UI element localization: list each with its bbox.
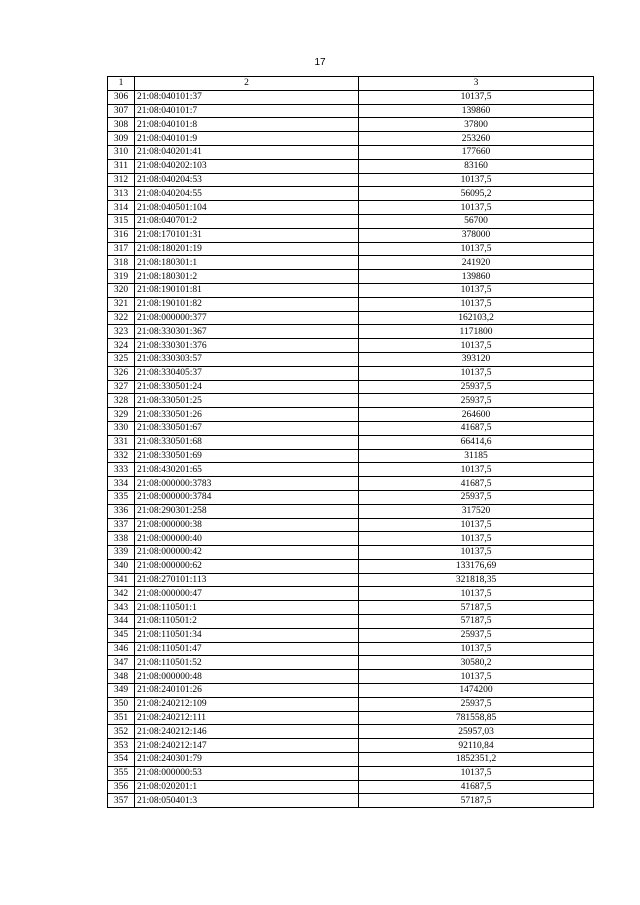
value-cell: 10137,5 <box>359 297 594 311</box>
cadastral-number-cell: 21:08:000000:53 <box>135 766 359 780</box>
value-cell: 10137,5 <box>359 766 594 780</box>
cadastral-number-cell: 21:08:330501:24 <box>135 380 359 394</box>
row-number-cell: 351 <box>108 711 135 725</box>
row-number-cell: 338 <box>108 532 135 546</box>
cadastral-number-cell: 21:08:040201:41 <box>135 145 359 159</box>
row-number-cell: 327 <box>108 380 135 394</box>
value-cell: 57187,5 <box>359 615 594 629</box>
table-row <box>108 132 594 146</box>
cadastral-number-cell: 21:08:330303:57 <box>135 352 359 366</box>
table-row <box>108 159 594 173</box>
table-row <box>108 283 594 297</box>
value-cell: 57187,5 <box>359 601 594 615</box>
cadastral-number-cell: 21:08:110501:1 <box>135 601 359 615</box>
value-cell: 321818,35 <box>359 573 594 587</box>
cadastral-number-cell: 21:08:040101:7 <box>135 104 359 118</box>
value-cell: 10137,5 <box>359 532 594 546</box>
cadastral-number-cell: 21:08:430201:65 <box>135 463 359 477</box>
value-cell: 10137,5 <box>359 339 594 353</box>
column-header-1: 1 <box>108 77 135 91</box>
cadastral-number-cell: 21:08:330501:68 <box>135 435 359 449</box>
table-row <box>108 587 594 601</box>
value-cell: 10137,5 <box>359 546 594 560</box>
table-row <box>108 90 594 104</box>
cadastral-number-cell: 21:08:050401:3 <box>135 794 359 808</box>
value-cell: 92110,84 <box>359 739 594 753</box>
value-cell: 25937,5 <box>359 380 594 394</box>
row-number-cell: 332 <box>108 449 135 463</box>
cadastral-number-cell: 21:08:240212:146 <box>135 725 359 739</box>
table-row <box>108 684 594 698</box>
value-cell: 56700 <box>359 214 594 228</box>
cadastral-number-cell: 21:08:040101:8 <box>135 118 359 132</box>
row-number-cell: 340 <box>108 559 135 573</box>
row-number-cell: 316 <box>108 228 135 242</box>
table-row <box>108 725 594 739</box>
row-number-cell: 339 <box>108 546 135 560</box>
cadastral-number-cell: 21:08:000000:42 <box>135 546 359 560</box>
row-number-cell: 309 <box>108 132 135 146</box>
cadastral-number-cell: 21:08:000000:377 <box>135 311 359 325</box>
table-row <box>108 753 594 767</box>
value-cell: 264600 <box>359 408 594 422</box>
row-number-cell: 326 <box>108 366 135 380</box>
value-cell: 10137,5 <box>359 463 594 477</box>
table-row <box>108 573 594 587</box>
table-row <box>108 711 594 725</box>
row-number-cell: 330 <box>108 421 135 435</box>
table-row <box>108 421 594 435</box>
table-row <box>108 559 594 573</box>
table-row <box>108 352 594 366</box>
value-cell: 10137,5 <box>359 242 594 256</box>
table-row <box>108 794 594 808</box>
value-cell: 1171800 <box>359 325 594 339</box>
row-number-cell: 311 <box>108 159 135 173</box>
cadastral-number-cell: 21:08:180301:1 <box>135 256 359 270</box>
table-row <box>108 187 594 201</box>
value-cell: 241920 <box>359 256 594 270</box>
row-number-cell: 318 <box>108 256 135 270</box>
row-number-cell: 347 <box>108 656 135 670</box>
cadastral-number-cell: 21:08:240101:26 <box>135 684 359 698</box>
table-row <box>108 145 594 159</box>
value-cell: 66414,6 <box>359 435 594 449</box>
cadastral-number-cell: 21:08:040101:9 <box>135 132 359 146</box>
row-number-cell: 353 <box>108 739 135 753</box>
cadastral-number-cell: 21:08:040701:2 <box>135 214 359 228</box>
value-cell: 41687,5 <box>359 780 594 794</box>
table-row <box>108 490 594 504</box>
cadastral-number-cell: 21:08:170101:31 <box>135 228 359 242</box>
table-row <box>108 325 594 339</box>
value-cell: 41687,5 <box>359 421 594 435</box>
value-cell: 1474200 <box>359 684 594 698</box>
row-number-cell: 313 <box>108 187 135 201</box>
cadastral-number-cell: 21:08:270101:113 <box>135 573 359 587</box>
table-row <box>108 214 594 228</box>
cadastral-number-cell: 21:08:110501:47 <box>135 642 359 656</box>
row-number-cell: 341 <box>108 573 135 587</box>
table-row <box>108 435 594 449</box>
table-header-row <box>108 77 594 91</box>
row-number-cell: 333 <box>108 463 135 477</box>
value-cell: 10137,5 <box>359 173 594 187</box>
cadastral-number-cell: 21:08:240212:147 <box>135 739 359 753</box>
value-cell: 31185 <box>359 449 594 463</box>
row-number-cell: 307 <box>108 104 135 118</box>
table-row <box>108 628 594 642</box>
value-cell: 37800 <box>359 118 594 132</box>
table-row <box>108 449 594 463</box>
row-number-cell: 336 <box>108 504 135 518</box>
table-row <box>108 739 594 753</box>
value-cell: 139860 <box>359 270 594 284</box>
row-number-cell: 337 <box>108 518 135 532</box>
table-body <box>108 90 594 807</box>
cadastral-number-cell: 21:08:190101:81 <box>135 283 359 297</box>
row-number-cell: 331 <box>108 435 135 449</box>
cadastral-number-cell: 21:08:330301:367 <box>135 325 359 339</box>
cadastral-number-cell: 21:08:240301:79 <box>135 753 359 767</box>
table-row <box>108 766 594 780</box>
cadastral-number-cell: 21:08:330405:37 <box>135 366 359 380</box>
row-number-cell: 321 <box>108 297 135 311</box>
row-number-cell: 355 <box>108 766 135 780</box>
table-row <box>108 546 594 560</box>
row-number-cell: 348 <box>108 670 135 684</box>
value-cell: 25937,5 <box>359 697 594 711</box>
table-row <box>108 256 594 270</box>
table-row <box>108 615 594 629</box>
value-cell: 56095,2 <box>359 187 594 201</box>
table-row <box>108 311 594 325</box>
row-number-cell: 319 <box>108 270 135 284</box>
table-row <box>108 601 594 615</box>
cadastral-number-cell: 21:08:000000:47 <box>135 587 359 601</box>
table-row <box>108 504 594 518</box>
row-number-cell: 323 <box>108 325 135 339</box>
table-row <box>108 297 594 311</box>
value-cell: 10137,5 <box>359 201 594 215</box>
column-header-2: 2 <box>135 77 359 91</box>
cadastral-number-cell: 21:08:110501:52 <box>135 656 359 670</box>
row-number-cell: 357 <box>108 794 135 808</box>
value-cell: 30580,2 <box>359 656 594 670</box>
value-cell: 781558,85 <box>359 711 594 725</box>
table-row <box>108 339 594 353</box>
value-cell: 57187,5 <box>359 794 594 808</box>
row-number-cell: 308 <box>108 118 135 132</box>
value-cell: 10137,5 <box>359 518 594 532</box>
table-row <box>108 201 594 215</box>
table-row <box>108 670 594 684</box>
cadastral-number-cell: 21:08:190101:82 <box>135 297 359 311</box>
value-cell: 10137,5 <box>359 587 594 601</box>
table-row <box>108 242 594 256</box>
row-number-cell: 346 <box>108 642 135 656</box>
value-cell: 253260 <box>359 132 594 146</box>
row-number-cell: 352 <box>108 725 135 739</box>
row-number-cell: 329 <box>108 408 135 422</box>
cadastral-number-cell: 21:08:330501:67 <box>135 421 359 435</box>
value-cell: 317520 <box>359 504 594 518</box>
value-cell: 41687,5 <box>359 477 594 491</box>
cadastral-number-cell: 21:08:180301:2 <box>135 270 359 284</box>
cadastral-number-cell: 21:08:040204:53 <box>135 173 359 187</box>
table-row <box>108 228 594 242</box>
value-cell: 378000 <box>359 228 594 242</box>
row-number-cell: 344 <box>108 615 135 629</box>
cadastral-number-cell: 21:08:110501:34 <box>135 628 359 642</box>
row-number-cell: 322 <box>108 311 135 325</box>
table-row <box>108 463 594 477</box>
cadastral-number-cell: 21:08:040101:37 <box>135 90 359 104</box>
value-cell: 139860 <box>359 104 594 118</box>
table-row <box>108 394 594 408</box>
cadastral-number-cell: 21:08:000000:38 <box>135 518 359 532</box>
column-header-3: 3 <box>359 77 594 91</box>
value-cell: 10137,5 <box>359 670 594 684</box>
row-number-cell: 325 <box>108 352 135 366</box>
table-row <box>108 173 594 187</box>
table-row <box>108 518 594 532</box>
cadastral-number-cell: 21:08:240212:111 <box>135 711 359 725</box>
row-number-cell: 324 <box>108 339 135 353</box>
row-number-cell: 312 <box>108 173 135 187</box>
cadastral-number-cell: 21:08:000000:48 <box>135 670 359 684</box>
row-number-cell: 306 <box>108 90 135 104</box>
value-cell: 83160 <box>359 159 594 173</box>
row-number-cell: 335 <box>108 490 135 504</box>
cadastral-number-cell: 21:08:290301:258 <box>135 504 359 518</box>
cadastral-number-cell: 21:08:040204:55 <box>135 187 359 201</box>
row-number-cell: 315 <box>108 214 135 228</box>
data-table <box>107 76 594 808</box>
cadastral-number-cell: 21:08:000000:3784 <box>135 490 359 504</box>
row-number-cell: 310 <box>108 145 135 159</box>
table-row <box>108 408 594 422</box>
table-row <box>108 104 594 118</box>
row-number-cell: 350 <box>108 697 135 711</box>
row-number-cell: 334 <box>108 477 135 491</box>
cadastral-number-cell: 21:08:000000:40 <box>135 532 359 546</box>
value-cell: 10137,5 <box>359 642 594 656</box>
table-row <box>108 780 594 794</box>
row-number-cell: 349 <box>108 684 135 698</box>
cadastral-number-cell: 21:08:330501:25 <box>135 394 359 408</box>
value-cell: 25957,03 <box>359 725 594 739</box>
row-number-cell: 345 <box>108 628 135 642</box>
cadastral-number-cell: 21:08:330501:69 <box>135 449 359 463</box>
cadastral-number-cell: 21:08:330501:26 <box>135 408 359 422</box>
row-number-cell: 320 <box>108 283 135 297</box>
cadastral-number-cell: 21:08:000000:62 <box>135 559 359 573</box>
row-number-cell: 354 <box>108 753 135 767</box>
value-cell: 393120 <box>359 352 594 366</box>
page-number: 17 <box>314 57 326 68</box>
row-number-cell: 342 <box>108 587 135 601</box>
table-row <box>108 477 594 491</box>
value-cell: 1852351,2 <box>359 753 594 767</box>
row-number-cell: 317 <box>108 242 135 256</box>
table-row <box>108 366 594 380</box>
table-row <box>108 656 594 670</box>
cadastral-number-cell: 21:08:330301:376 <box>135 339 359 353</box>
table-row <box>108 532 594 546</box>
value-cell: 162103,2 <box>359 311 594 325</box>
value-cell: 177660 <box>359 145 594 159</box>
table-row <box>108 118 594 132</box>
cadastral-number-cell: 21:08:110501:2 <box>135 615 359 629</box>
cadastral-number-cell: 21:08:000000:3783 <box>135 477 359 491</box>
value-cell: 10137,5 <box>359 90 594 104</box>
row-number-cell: 343 <box>108 601 135 615</box>
table-row <box>108 642 594 656</box>
row-number-cell: 314 <box>108 201 135 215</box>
cadastral-number-cell: 21:08:240212:109 <box>135 697 359 711</box>
cadastral-number-cell: 21:08:020201:1 <box>135 780 359 794</box>
cadastral-number-cell: 21:08:040501:104 <box>135 201 359 215</box>
row-number-cell: 356 <box>108 780 135 794</box>
table-row <box>108 697 594 711</box>
row-number-cell: 328 <box>108 394 135 408</box>
value-cell: 133176,69 <box>359 559 594 573</box>
cadastral-number-cell: 21:08:040202:103 <box>135 159 359 173</box>
value-cell: 10137,5 <box>359 283 594 297</box>
value-cell: 25937,5 <box>359 490 594 504</box>
value-cell: 25937,5 <box>359 628 594 642</box>
value-cell: 10137,5 <box>359 366 594 380</box>
cadastral-number-cell: 21:08:180201:19 <box>135 242 359 256</box>
table-row <box>108 380 594 394</box>
value-cell: 25937,5 <box>359 394 594 408</box>
table-row <box>108 270 594 284</box>
